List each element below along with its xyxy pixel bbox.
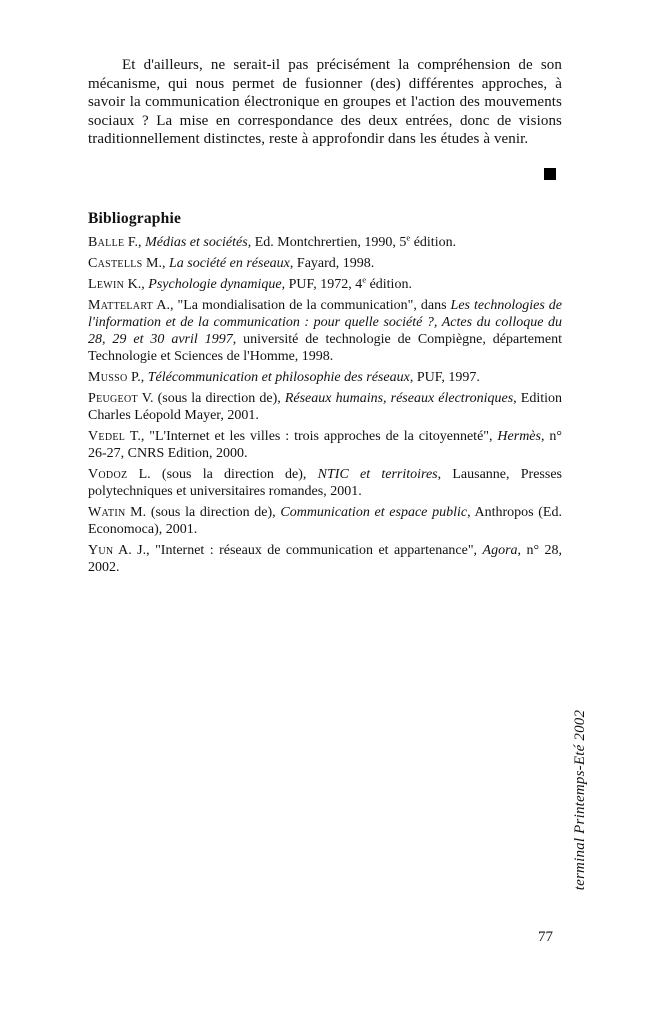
bib-segment-plain: F.,: [124, 235, 146, 250]
bibliography-entry: [88, 466, 562, 500]
bib-segment-plain: , Fayard, 1998.: [289, 256, 375, 271]
bibliography-heading: Bibliographie: [88, 210, 182, 227]
bib-segment-smallcaps: Mattelart: [88, 298, 154, 313]
bib-segment-sup: e: [406, 232, 411, 243]
bib-segment-plain: A., "La mondialisation de la communication", dans: [153, 298, 451, 313]
bib-segment-plain: L. (sous la direction de),: [127, 467, 318, 482]
bib-segment-plain: , n° 28, 2002.: [88, 543, 562, 575]
bibliography-entry: [88, 504, 562, 538]
bibliography-entry: [88, 390, 562, 424]
bibliography-entry: [88, 297, 562, 365]
bib-segment-smallcaps: Vodoz: [88, 467, 128, 482]
bibliography-list: [88, 234, 562, 580]
bib-segment-plain: A. J., "Internet : réseaux de communication et appartenance",: [113, 543, 483, 558]
closing-paragraph: Et d'ailleurs, ne serait-il pas précisément la compréhension de son mécanisme, qui nous permet de fusionner (des) différentes approches, à savoir la communication électronique en groupes et l'action des mouvements sociaux ? La mise en correspondance des deux entrées, donc de visions traditionnellement distinctes, reste à approfondir dans les études à venir.: [88, 57, 562, 147]
bib-segment-plain: V. (sous la direction de),: [137, 391, 285, 406]
bib-segment-italic: La société en réseaux: [168, 256, 290, 271]
end-of-article-marker: [544, 168, 556, 180]
page-number: 77: [538, 929, 553, 945]
bib-segment-italic: Communication et espace public: [280, 505, 468, 520]
bib-segment-smallcaps: Vedel: [88, 429, 126, 444]
bib-segment-plain: , Lausanne, Presses polytechniques et universitaires romandes, 2001.: [88, 467, 562, 499]
bib-segment-italic: Agora: [482, 543, 518, 558]
bib-segment-smallcaps: Musso: [88, 370, 128, 385]
bib-segment-italic: Psychologie dynamique: [148, 277, 282, 292]
bib-segment-plain: , Ed. Montchrertien, 1990, 5: [247, 235, 407, 250]
bib-segment-plain: P.,: [127, 370, 148, 385]
bib-segment-plain: , université de technologie de Compiègne, département Technologie et Sciences de l'Homme, 1998.: [88, 332, 562, 364]
bib-segment-smallcaps: Yun: [88, 543, 114, 558]
bib-segment-smallcaps: Peugeot: [88, 391, 138, 406]
bib-segment-italic: Les technologies de l'information et de la communication : pour quelle société ?, Actes du colloque du 28, 29 et 30 avril 1997: [88, 298, 562, 347]
bib-segment-sup: e: [362, 274, 367, 285]
journal-spine-note: terminal Printemps-Eté 2002: [572, 709, 588, 891]
bib-segment-smallcaps: Watin: [88, 505, 126, 520]
bib-segment-plain: édition.: [366, 277, 412, 292]
bib-segment-italic: Télécommunication et philosophie des réseaux: [147, 370, 410, 385]
bib-segment-plain: , PUF, 1997.: [409, 370, 480, 385]
bib-segment-plain: , Anthropos (Ed. Economoca), 2001.: [88, 505, 562, 537]
bibliography-entry: [88, 276, 562, 293]
bib-segment-italic: NTIC et territoires: [317, 467, 438, 482]
bib-segment-plain: , n° 26-27, CNRS Edition, 2000.: [88, 429, 562, 461]
bibliography-entry: [88, 542, 562, 576]
bib-segment-smallcaps: Castells: [88, 256, 143, 271]
bib-segment-plain: édition.: [410, 235, 457, 250]
bibliography-entry: [88, 255, 562, 272]
bibliography-entry: [88, 234, 562, 251]
bib-segment-plain: M.,: [142, 256, 169, 271]
bib-segment-plain: K.,: [124, 277, 149, 292]
bib-segment-plain: , Edition Charles Léopold Mayer, 2001.: [88, 391, 562, 423]
bibliography-entry: [88, 428, 562, 462]
bib-segment-plain: , PUF, 1972, 4: [281, 277, 363, 292]
bib-segment-italic: Hermès: [497, 429, 541, 444]
bib-segment-italic: Réseaux humains, réseaux électroniques: [284, 391, 514, 406]
bib-segment-plain: M. (sous la direction de),: [125, 505, 281, 520]
bib-segment-plain: T., "L'Internet et les villes : trois approches de la citoyenneté",: [125, 429, 498, 444]
bib-segment-italic: Médias et sociétés: [145, 235, 248, 250]
bibliography-entry: [88, 369, 562, 386]
bib-segment-smallcaps: Balle: [88, 235, 125, 250]
bib-segment-smallcaps: Lewin: [88, 277, 125, 292]
